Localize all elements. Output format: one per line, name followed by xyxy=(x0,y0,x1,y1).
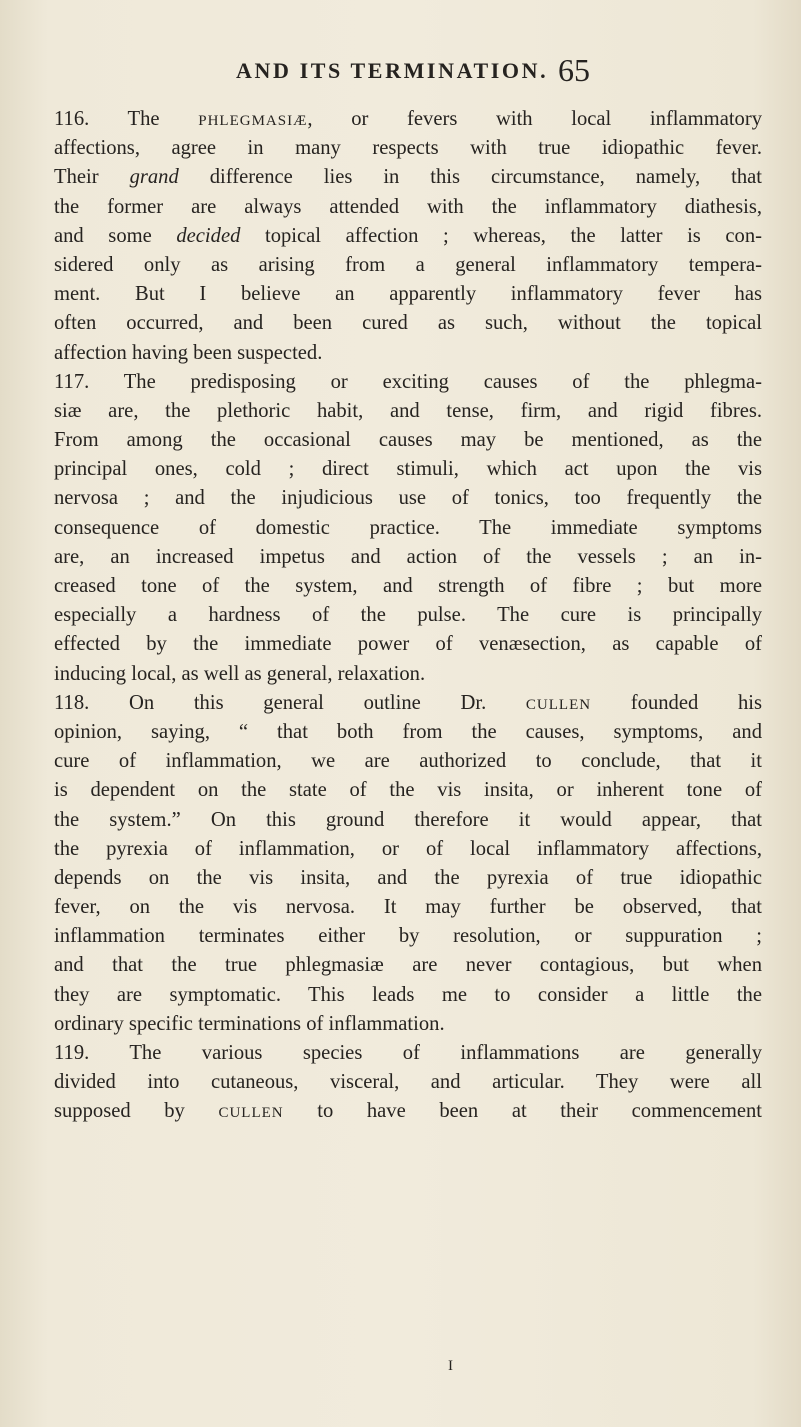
text-line: From among the occasional causes may be mentioned, as the xyxy=(54,429,762,452)
text-line: creased tone of the system, and strength of fibre ; but more xyxy=(54,575,762,597)
text-segment: 116. The xyxy=(54,108,199,130)
text-line: cure of inflammation, we are authorized to conclude, that it xyxy=(54,750,762,773)
text-line: often occurred, and been cured as such, without the topical xyxy=(54,312,762,335)
text-line: inducing local, as well as general, relaxation. xyxy=(54,662,426,685)
text-line: 117. The predisposing or exciting causes of the phlegma- xyxy=(54,370,762,393)
text-line: principal ones, cold ; direct stimuli, which act upon the vis xyxy=(54,458,762,481)
text-line: are, an increased impetus and action of the vessels ; an in- xyxy=(54,545,762,568)
text-line: ordinary specific terminations of inflammation. xyxy=(54,1012,445,1035)
text-segment: and some xyxy=(54,224,177,247)
small-caps-word: CULLEN xyxy=(525,696,592,713)
text-line: effected by the immediate power of venæsection, as capable of xyxy=(54,633,762,656)
italic-word: decided xyxy=(176,224,241,247)
text-line xyxy=(54,163,762,192)
text-segment: Their xyxy=(54,166,130,189)
text-segment: 118. On this general outline Dr. xyxy=(54,691,526,714)
text-segment: founded his xyxy=(591,691,763,714)
running-title: AND ITS TERMINATION. xyxy=(236,58,549,83)
text-line: siæ are, the plethoric habit, and tense, firm, and rigid fibres. xyxy=(54,399,762,422)
text-line: sidered only as arising from a general inflammatory tempera- xyxy=(54,253,762,276)
text-segment: , or fevers with local inflammatory xyxy=(307,108,763,130)
small-caps-word: PHLEGMASIÆ xyxy=(198,113,308,129)
text-line: divided into cutaneous, visceral, and articular. They were all xyxy=(54,1071,762,1094)
text-line: affections, agree in many respects with true idiopathic fever. xyxy=(54,137,762,160)
text-line xyxy=(54,1097,762,1126)
text-line: fever, on the vis nervosa. It may further be observed, that xyxy=(54,896,762,919)
page-header xyxy=(236,52,776,98)
text-line xyxy=(54,222,762,251)
text-line: inflammation terminates either by resolution, or suppuration ; xyxy=(54,925,762,948)
text-segment: supposed by xyxy=(54,1100,219,1123)
body-text xyxy=(54,105,762,1127)
text-line: the pyrexia of inflammation, or of local inflammatory affections, xyxy=(54,837,762,860)
text-line: especially a hardness of the pulse. The cure is principally xyxy=(54,604,762,627)
text-line: opinion, saying, “ that both from the causes, symptoms, and xyxy=(54,720,762,743)
text-line: the system.” On this ground therefore it would appear, that xyxy=(54,808,762,831)
text-line: and that the true phlegmasiæ are never contagious, but when xyxy=(54,954,762,977)
text-segment: to have been at their commencement xyxy=(283,1100,763,1123)
italic-word: grand xyxy=(129,166,179,189)
text-line: consequence of domestic practice. The immediate symptoms xyxy=(54,516,762,539)
signature-mark: I xyxy=(448,1358,453,1374)
text-line: depends on the vis insita, and the pyrexia of true idiopathic xyxy=(54,866,762,889)
text-line xyxy=(54,105,762,134)
text-line: ment. But I believe an apparently inflammatory fever has xyxy=(54,283,762,306)
text-line: nervosa ; and the injudicious use of tonics, too frequently the xyxy=(54,487,762,510)
text-line: the former are always attended with the inflammatory diathesis, xyxy=(54,195,762,218)
text-line: they are symptomatic. This leads me to consider a little the xyxy=(54,983,762,1006)
text-segment: difference lies in this circumstance, namely, that xyxy=(178,166,762,189)
text-line: is dependent on the state of the vis insita, or inherent tone of xyxy=(54,779,762,802)
text-line xyxy=(54,689,762,718)
text-line: affection having been suspected. xyxy=(54,341,323,364)
page-number: 65 xyxy=(558,52,590,88)
text-line: 119. The various species of inflammations are generally xyxy=(54,1042,762,1064)
text-segment: topical affection ; whereas, the latter is con- xyxy=(240,224,762,247)
small-caps-word: CULLEN xyxy=(218,1105,284,1122)
